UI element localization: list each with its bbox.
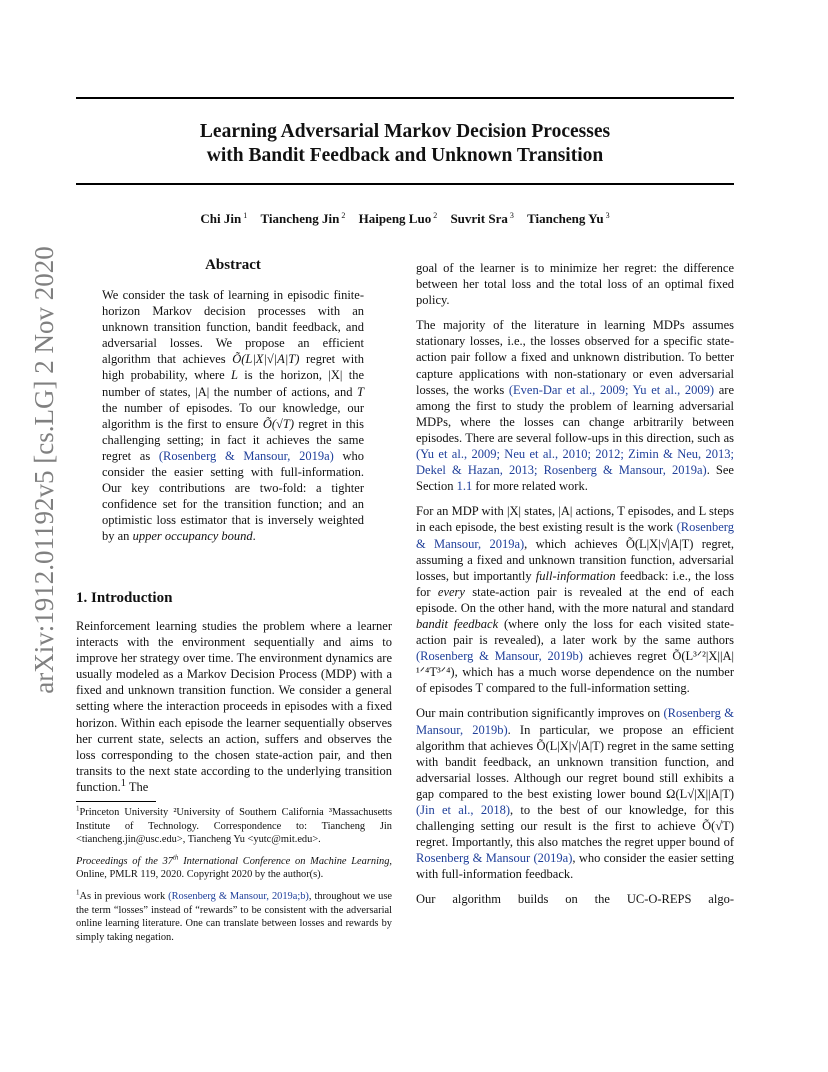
citation-link[interactable]: Rosenberg & Mansour (2019a)	[416, 851, 573, 866]
footnotes	[76, 806, 392, 952]
author: Suvrit Sra $^3$	[450, 211, 514, 226]
citation-link[interactable]: (Yu et al., 2009; Neu et al., 2010; 2012; Zimin & Neu, 2013; Dekel & Hazan, 2013; Rosenberg & Mansour, 2019a)	[416, 447, 734, 478]
author: Haipeng Luo $^2$	[358, 211, 438, 226]
citation-link[interactable]: (Even-Dar et al., 2009; Yu et al., 2009)	[508, 382, 715, 397]
abstract-heading: Abstract	[205, 257, 261, 273]
author-list	[76, 211, 734, 227]
abstract-body: We consider the task of learning in episodic finite-horizon Markov decision processes with an unknown transition function, bandit feedback, and adversarial losses. We propose an efficient algorithm that achieves Õ(L|X|√|A|T) regret with high probability, where L is the horizon, |X| the number of states, |A| the number of actions, and T the number of episodes. To our knowledge, our algorithm is the first to ensure Õ(√T) regret in this challenging setting; in fact it achieves the same regret as (Rosenberg & Mansour, 2019a) who consider the easier setting with full-information. Our key contributions are two-fold: a tighter confidence set for the transition function; and an optimistic loss estimator that is inversely weighted by an upper occupancy bound.	[102, 288, 364, 544]
section-link[interactable]: 1.1	[456, 479, 473, 494]
paragraph: Our algorithm builds on the UC-O-REPS algo-	[416, 892, 734, 907]
citation-link[interactable]: (Jin et al., 2018)	[416, 803, 510, 817]
right-column	[416, 260, 734, 917]
citation-link[interactable]: (Rosenberg & Mansour, 2019a)	[158, 448, 334, 463]
paragraph: For an MDP with |X| states, |A| actions, T episodes, and L steps in each episode, the best existing result is the work (Rosenberg & Mansour, 2019a), which achieves Õ(L|X|√|A|T) regret, assuming a fixed and unknown transition function, adversarial losses, but importantly full-information feedback: i.e., the loss for every state-action pair is revealed at the end of each episode. On the other hand, with the more natural and standard bandit feedback (where only the loss for each visited state-action pair is revealed), a later work by the same authors (Rosenberg & Mansour, 2019b) achieves regret Õ(L³ᐟ²|X||A|¹ᐟ⁴T³ᐟ⁴), which has a much worse dependence on the number of episodes T compared to the full-information setting.	[416, 504, 735, 696]
title-line-1: Learning Adversarial Markov Decision Processes	[199, 121, 611, 142]
paper-title	[76, 120, 734, 168]
citation-link[interactable]: (Rosenberg & Mansour, 2019a;b)	[168, 890, 309, 902]
paragraph: The majority of the literature in learning MDPs assumes stationary losses, i.e., the losses observed for a specific state-action pair follow a fixed and unknown distribution. To better capture applications with non-stationary or even adversarial losses, the works (Even-Dar et al., 2009; Yu et al., 2009) are among the first to study the problem of learning adversarial MDPs, where the losses can change arbitrarily between episodes. There are several follow-ups in this direction, such as (Yu et al., 2009; Neu et al., 2010; 2012; Zimin & Neu, 2013; Dekel & Hazan, 2013; Rosenberg & Mansour, 2019a). See Section 1.1 for more related work.	[416, 318, 734, 494]
paragraph: goal of the learner is to minimize her regret: the difference between her total loss and the total loss of an optimal fixed policy.	[416, 261, 734, 308]
footnote-rule	[76, 801, 156, 802]
title-line-2: with Bandit Feedback and Unknown Transition	[206, 145, 604, 166]
footnote-proceedings: Proceedings of the 37th International Conference on Machine Learning, Online, PMLR 119, 2020. Copyright 2020 by the author(s).	[76, 853, 392, 881]
title-rule-bottom	[76, 183, 734, 185]
footnote-affiliations: $^1$Princeton University ²University of Southern California ³Massachusetts Institute of Technology. Correspondence to: Tiancheng Jin <tiancheng.jin@usc.edu>, Tiancheng Yu <yutc@mit.edu>.	[76, 804, 392, 846]
footnote-losses: $^1$As in previous work (Rosenberg & Mansour, 2019a;b), throughout we use the term “losses” instead of “rewards” to be consistent with the adversarial online learning literature. One can translate between losses and rewards by simply taking negation.	[76, 888, 392, 943]
intro-paragraph: Reinforcement learning studies the problem where a learner interacts with the environment sequentially and aims to improve her strategy over time. The environment dynamics are usually modeled as a Markov Decision Process (MDP) with a fixed and unknown transition function. We consider a general setting where the interaction proceeds in episodes with a fixed horizon. Within each episode the learner sequentially observes her current state, selects an action, suffers and observes the loss corresponding to the chosen state-action pair, and then transits to the next state according to the underlying transition function.$^1$ The	[76, 619, 392, 794]
author: Tiancheng Yu $^3$	[527, 211, 610, 226]
citation-link[interactable]: (Rosenberg & Mansour, 2019a)	[416, 520, 734, 551]
title-rule-top	[76, 97, 734, 99]
citation-link[interactable]: (Rosenberg & Mansour, 2019b)	[416, 649, 583, 664]
section-heading-introduction: 1. Introduction	[76, 590, 173, 606]
author: Chi Jin $^1$	[200, 211, 248, 226]
arxiv-stamp[interactable]: arXiv:1912.01192v5 [cs.LG] 2 Nov 2020	[29, 246, 59, 694]
footnote-marker[interactable]: 1	[120, 777, 126, 789]
citation-link[interactable]: (Rosenberg & Mansour, 2019b)	[416, 706, 734, 737]
paragraph: Our main contribution significantly improves on (Rosenberg & Mansour, 2019b). In particular, we propose an efficient algorithm that achieves Õ(L|X|√|A|T) regret in the same setting with bandit feedback, an unknown transition function, and adversarial losses. Although our regret bound still exhibits a gap compared to the best existing lower bound Ω(L√|X||A|T) (Jin et al., 2018), to the best of our knowledge, for this challenging setting our result is the first to achieve Õ(√T) regret. Importantly, this also matches the regret upper bound of Rosenberg & Mansour (2019a), who consider the easier setting with full-information feedback.	[416, 706, 734, 882]
author: Tiancheng Jin $^2$	[260, 211, 346, 226]
